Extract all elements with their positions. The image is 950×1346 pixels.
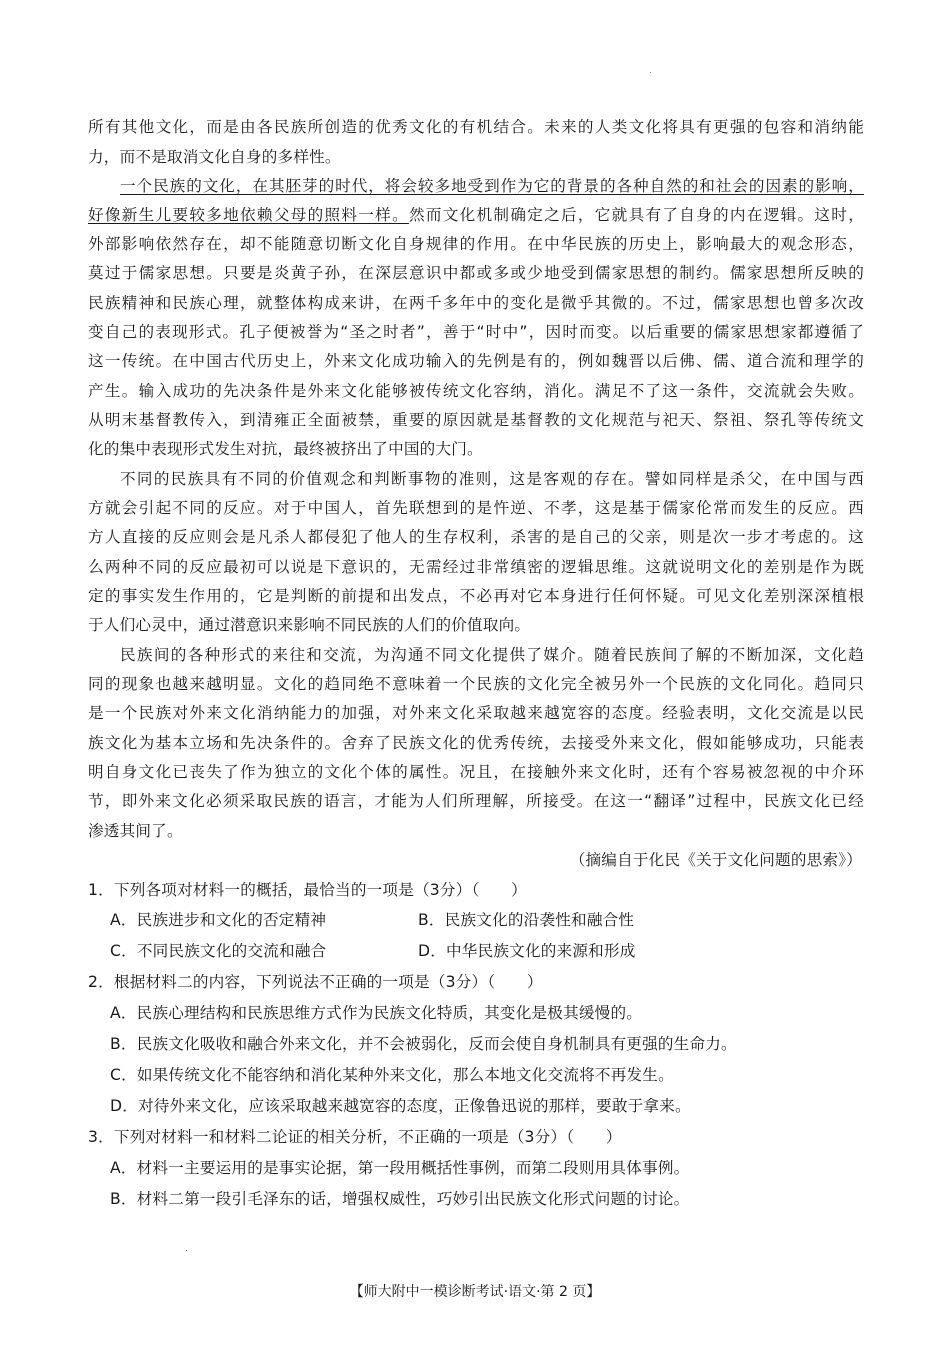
option-a[interactable]: A．民族心理结构和民族思维方式作为民族文化特质，其变化是极其缓慢的。	[110, 1004, 643, 1022]
question-stem: 3．下列对材料一和材料二论证的相关分析，不正确的一项是（3分）（ ）	[88, 1128, 622, 1146]
option-d[interactable]: D．对待外来文化，应该采取越来越宽容的态度，正像鲁迅说的那样，要敢于拿来。	[110, 1097, 691, 1115]
passage-line: 民族精神和民族心理，就整体构成来讲，在两千多年中的变化是微乎其微的。不过，儒家思想也曾多次改	[88, 294, 864, 312]
passage-line: 是一个民族对外来文化消纳能力的加强，对外来文化采取越来越宽容的态度。经验表明，文化交流是以民	[88, 704, 864, 722]
passage-line: 同的现象也越来越明显。文化的趋同绝不意味着一个民族的文化完全被另外一个民族的文化同化。趋同只	[88, 675, 864, 693]
underlined-sentence: 一个民族的文化，在其胚芽的时代，将会较多地受到作为它的背景的各种自然的和社会的因素的影响，	[120, 177, 864, 195]
passage-line: 从明末基督教传入，到清雍正全面被禁，重要的原因就是基督教的文化规范与祀天、祭祖、祭孔等传统文	[88, 411, 864, 429]
passage-line: 定的事实发生作用的，它是判断的前提和出发点，不必再对它本身进行任何怀疑。可见文化差别深深植根	[88, 587, 864, 605]
option-d[interactable]: D．中华民族文化的来源和形成	[418, 942, 636, 960]
option-b[interactable]: B．民族文化的沿袭性和融合性	[418, 911, 635, 929]
option-a[interactable]: A．民族进步和文化的否定精神	[110, 911, 327, 929]
passage-line: 方就会引起不同的反应。对于中国人，首先联想到的是忤逆、不孝，这是基于儒家伦常而发生的反应。西	[88, 499, 864, 517]
option-c[interactable]: C．不同民族文化的交流和融合	[110, 942, 327, 960]
passage-line: 于人们心灵中，通过潜意识来影响不同民族的人们的价值取向。	[88, 616, 531, 634]
option-c[interactable]: C．如果传统文化不能容纳和消化某种外来文化，那么本地文化交流将不再发生。	[110, 1066, 674, 1084]
passage-line: 力，而不是取消文化自身的多样性。	[88, 148, 341, 166]
passage-line: 渗透其间了。	[88, 822, 183, 840]
page-footer: 【师大附中一模诊断考试·语文·第 2 页】	[349, 1284, 601, 1300]
option-a[interactable]: A．材料一主要运用的是事实论据，第一段用概括性事例，而第二段则用具体事例。	[110, 1159, 690, 1177]
passage-line: 么两种不同的反应最初可以说是下意识的，无需经过非常缜密的逻辑思维。这就说明文化的差别是作为既	[88, 558, 864, 576]
passage-line: 变自己的表现形式。孔子便被誉为“圣之时者”，善于“时中”，因时而变。以后重要的儒家思想家都遵循了	[88, 323, 864, 341]
passage-line: 莫过于儒家思想。只要是炎黄子孙，在深层意识中都或多或少地受到儒家思想的制约。儒家思想所反映的	[88, 264, 864, 282]
passage-line-underlined	[120, 175, 864, 197]
question-stem: 1．下列各项对材料一的概括，最恰当的一项是（3分）（ ）	[88, 881, 527, 899]
passage-line: 明自身文化已丧失了作为独立的文化个体的属性。况且，在接触外来文化时，还有个容易被忽视的中介环	[88, 763, 864, 781]
underlined-sentence: 好像新生儿要较多地依赖父母的照料一样。	[88, 206, 409, 224]
passage-line: 产生。输入成功的先决条件是外来文化能够被传统文化容纳，消化。满足不了这一条件，交流就会失败。	[88, 382, 864, 400]
passage-line: 外部影响依然存在，却不能随意切断文化自身规律的作用。在中华民族的历史上，影响最大的观念形态，	[88, 235, 864, 253]
passage-line: 所有其他文化，而是由各民族所创造的优秀文化的有机结合。未来的人类文化将具有更强的包容和消纳能	[88, 118, 864, 136]
passage-line: 不同的民族具有不同的价值观念和判断事物的准则，这是客观的存在。譬如同样是杀父，在中国与西	[120, 470, 864, 488]
passage-line	[88, 204, 864, 226]
passage-line: 方人直接的反应则会是凡杀人都侵犯了他人的生存权利，杀害的是自己的父亲，则是次一步才考虑的。这	[88, 528, 864, 546]
passage-line: 这一传统。在中国古代历史上，外来文化成功输入的先例是有的，例如魏晋以后佛、儒、道合流和理学的	[88, 352, 864, 370]
passage-line: 族文化为基本立场和先决条件的。舍弃了民族文化的优秀传统，去接受外来文化，假如能够成功，只能表	[88, 734, 864, 752]
scan-speck	[650, 72, 651, 73]
sentence: 然而文化机制确定之后，它就具有了自身的内在逻辑。这时，	[408, 206, 864, 224]
passage-line: 化的集中表现形式发生对抗，最终被挤出了中国的大门。	[88, 440, 483, 458]
source-citation: （摘编自于化民《关于文化问题的思索》）	[569, 851, 862, 869]
scan-speck	[186, 1250, 187, 1251]
option-b[interactable]: B．材料二第一段引毛泽东的话，增强权威性，巧妙引出民族文化形式问题的讨论。	[110, 1190, 690, 1208]
passage-line: 民族间的各种形式的来往和交流，为沟通不同文化提供了媒介。随着民族间了解的不断加深，文化趋	[120, 646, 864, 664]
passage-line: 节，即外来文化必须采取民族的语言，才能为人们所理解，所接受。在这一“翻译”过程中，民族文化已经	[88, 792, 864, 810]
question-stem: 2．根据材料二的内容，下列说法不正确的一项是（3分）（ ）	[88, 973, 543, 991]
option-b[interactable]: B．民族文化吸收和融合外来文化，并不会被弱化，反而会使自身机制具有更强的生命力。	[110, 1035, 737, 1053]
